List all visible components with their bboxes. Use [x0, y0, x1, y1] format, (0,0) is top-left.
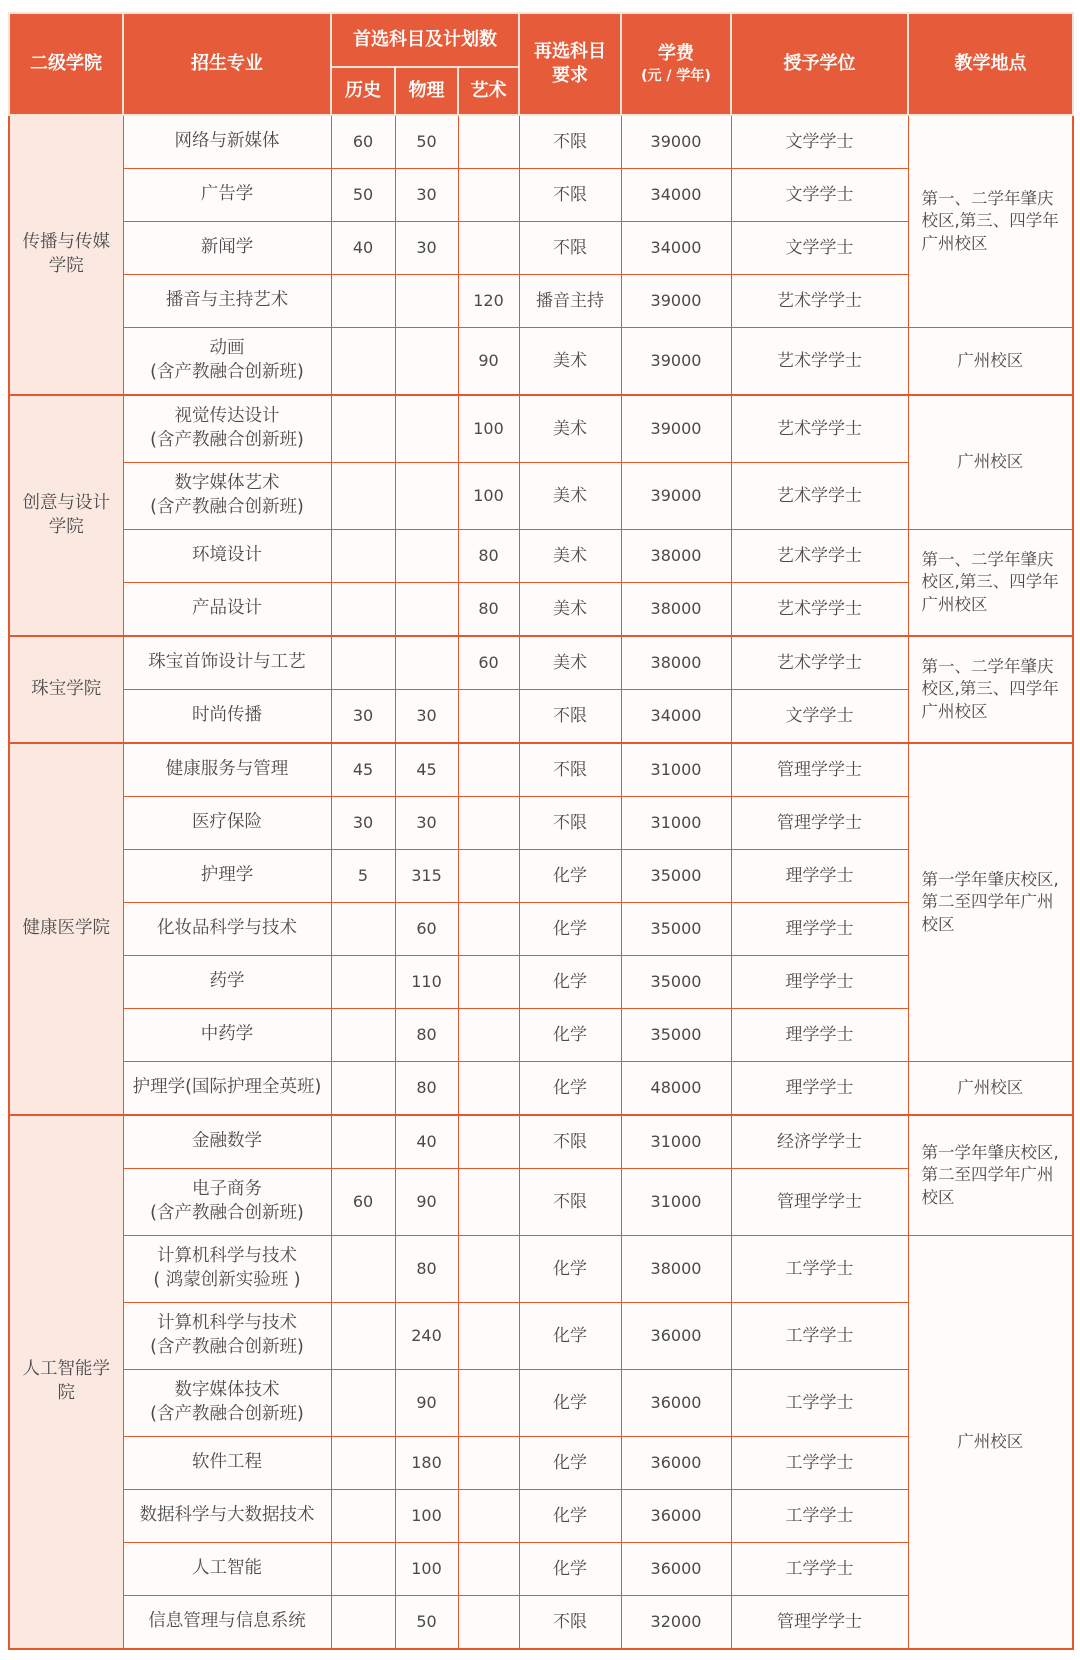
- history-cell: 5: [331, 850, 395, 903]
- history-cell: 30: [331, 797, 395, 850]
- reselect-cell: 化学: [519, 1062, 621, 1116]
- table-body: [9, 115, 1073, 1649]
- header-history: 历史: [331, 67, 395, 115]
- degree-cell: 经济学学士: [731, 1115, 908, 1169]
- degree-cell: 文学学士: [731, 169, 908, 222]
- major-cell: 数字媒体艺术 (含产教融合创新班): [123, 463, 331, 530]
- degree-cell: 艺术学学士: [731, 636, 908, 690]
- college-cell: 人工智能学院: [9, 1115, 123, 1649]
- tuition-cell: 34000: [621, 169, 731, 222]
- major-cell: 数字媒体技术 (含产教融合创新班): [123, 1370, 331, 1437]
- tuition-cell: 36000: [621, 1303, 731, 1370]
- art-cell: [458, 1370, 519, 1437]
- history-cell: 60: [331, 115, 395, 169]
- history-cell: 45: [331, 743, 395, 797]
- history-cell: [331, 1062, 395, 1116]
- physics-cell: 90: [395, 1169, 458, 1236]
- history-cell: [331, 1596, 395, 1650]
- header-tuition: [621, 13, 731, 115]
- reselect-cell: 化学: [519, 1303, 621, 1370]
- major-cell: 护理学(国际护理全英班): [123, 1062, 331, 1116]
- tuition-cell: 38000: [621, 530, 731, 583]
- tuition-cell: 48000: [621, 1062, 731, 1116]
- physics-cell: 30: [395, 222, 458, 275]
- tuition-cell: 34000: [621, 222, 731, 275]
- major-cell: 电子商务 (含产教融合创新班): [123, 1169, 331, 1236]
- art-cell: [458, 1596, 519, 1650]
- location-cell: 广州校区: [908, 328, 1073, 396]
- history-cell: [331, 1370, 395, 1437]
- degree-cell: 文学学士: [731, 222, 908, 275]
- degree-cell: 理学学士: [731, 1062, 908, 1116]
- major-cell: 中药学: [123, 1009, 331, 1062]
- tuition-cell: 35000: [621, 850, 731, 903]
- degree-cell: 工学学士: [731, 1490, 908, 1543]
- major-cell: 计算机科学与技术 (含产教融合创新班): [123, 1303, 331, 1370]
- art-cell: [458, 1236, 519, 1303]
- history-cell: 40: [331, 222, 395, 275]
- degree-cell: 理学学士: [731, 1009, 908, 1062]
- physics-cell: [395, 463, 458, 530]
- major-cell: 健康服务与管理: [123, 743, 331, 797]
- physics-cell: 80: [395, 1009, 458, 1062]
- art-cell: 80: [458, 530, 519, 583]
- header-art: 艺术: [458, 67, 519, 115]
- college-cell: 传播与传媒 学院: [9, 115, 123, 395]
- history-cell: [331, 1303, 395, 1370]
- degree-cell: 工学学士: [731, 1236, 908, 1303]
- reselect-cell: 化学: [519, 1370, 621, 1437]
- history-cell: 50: [331, 169, 395, 222]
- history-cell: [331, 1543, 395, 1596]
- art-cell: [458, 222, 519, 275]
- tuition-cell: 38000: [621, 1236, 731, 1303]
- physics-cell: 180: [395, 1437, 458, 1490]
- tuition-cell: 31000: [621, 743, 731, 797]
- reselect-cell: 不限: [519, 690, 621, 744]
- physics-cell: [395, 530, 458, 583]
- major-cell: 广告学: [123, 169, 331, 222]
- degree-cell: 工学学士: [731, 1370, 908, 1437]
- history-cell: [331, 1115, 395, 1169]
- reselect-cell: 化学: [519, 850, 621, 903]
- table-row: [9, 395, 1073, 463]
- major-cell: 护理学: [123, 850, 331, 903]
- art-cell: [458, 903, 519, 956]
- table-row: [9, 530, 1073, 583]
- history-cell: [331, 1490, 395, 1543]
- tuition-cell: 36000: [621, 1543, 731, 1596]
- reselect-cell: 化学: [519, 956, 621, 1009]
- reselect-cell: 化学: [519, 1236, 621, 1303]
- art-cell: [458, 743, 519, 797]
- major-cell: 医疗保险: [123, 797, 331, 850]
- art-cell: [458, 1543, 519, 1596]
- art-cell: [458, 1303, 519, 1370]
- art-cell: [458, 1009, 519, 1062]
- table-row: [9, 115, 1073, 169]
- tuition-cell: 36000: [621, 1437, 731, 1490]
- physics-cell: 90: [395, 1370, 458, 1437]
- physics-cell: [395, 636, 458, 690]
- table-header: [9, 13, 1073, 115]
- table-row: [9, 743, 1073, 797]
- tuition-cell: 32000: [621, 1596, 731, 1650]
- reselect-cell: 不限: [519, 115, 621, 169]
- history-cell: [331, 328, 395, 396]
- art-cell: [458, 850, 519, 903]
- reselect-cell: 不限: [519, 1169, 621, 1236]
- degree-cell: 管理学学士: [731, 1596, 908, 1650]
- tuition-cell: 36000: [621, 1370, 731, 1437]
- physics-cell: 240: [395, 1303, 458, 1370]
- tuition-cell: 39000: [621, 115, 731, 169]
- reselect-cell: 美术: [519, 636, 621, 690]
- location-cell: 广州校区: [908, 1062, 1073, 1116]
- tuition-cell: 39000: [621, 463, 731, 530]
- physics-cell: 30: [395, 797, 458, 850]
- table-row: [9, 636, 1073, 690]
- major-cell: 新闻学: [123, 222, 331, 275]
- degree-cell: 管理学学士: [731, 1169, 908, 1236]
- art-cell: [458, 956, 519, 1009]
- degree-cell: 工学学士: [731, 1303, 908, 1370]
- art-cell: 80: [458, 583, 519, 637]
- physics-cell: 30: [395, 169, 458, 222]
- major-cell: 播音与主持艺术: [123, 275, 331, 328]
- reselect-cell: 化学: [519, 903, 621, 956]
- art-cell: 60: [458, 636, 519, 690]
- art-cell: [458, 1490, 519, 1543]
- reselect-cell: 美术: [519, 530, 621, 583]
- physics-cell: 100: [395, 1543, 458, 1596]
- degree-cell: 理学学士: [731, 903, 908, 956]
- art-cell: 100: [458, 463, 519, 530]
- header-location: 教学地点: [908, 13, 1073, 115]
- major-cell: 动画 (含产教融合创新班): [123, 328, 331, 396]
- physics-cell: [395, 395, 458, 463]
- physics-cell: 315: [395, 850, 458, 903]
- art-cell: [458, 797, 519, 850]
- reselect-cell: 化学: [519, 1490, 621, 1543]
- tuition-cell: 39000: [621, 328, 731, 396]
- location-cell: 第一、二学年肇庆校区,第三、四学年广州校区: [908, 636, 1073, 743]
- physics-cell: [395, 583, 458, 637]
- table-row: [9, 1236, 1073, 1303]
- tuition-cell: 35000: [621, 903, 731, 956]
- major-cell: 药学: [123, 956, 331, 1009]
- reselect-cell: 不限: [519, 797, 621, 850]
- history-cell: [331, 1236, 395, 1303]
- degree-cell: 工学学士: [731, 1437, 908, 1490]
- major-cell: 珠宝首饰设计与工艺: [123, 636, 331, 690]
- major-cell: 网络与新媒体: [123, 115, 331, 169]
- physics-cell: 45: [395, 743, 458, 797]
- header-degree: 授予学位: [731, 13, 908, 115]
- major-cell: 产品设计: [123, 583, 331, 637]
- reselect-cell: 美术: [519, 328, 621, 396]
- physics-cell: 80: [395, 1236, 458, 1303]
- art-cell: [458, 169, 519, 222]
- degree-cell: 文学学士: [731, 115, 908, 169]
- physics-cell: 110: [395, 956, 458, 1009]
- art-cell: [458, 1062, 519, 1116]
- degree-cell: 理学学士: [731, 956, 908, 1009]
- degree-cell: 文学学士: [731, 690, 908, 744]
- tuition-cell: 39000: [621, 275, 731, 328]
- history-cell: [331, 1009, 395, 1062]
- physics-cell: 100: [395, 1490, 458, 1543]
- history-cell: [331, 463, 395, 530]
- location-cell: 第一、二学年肇庆校区,第三、四学年广州校区: [908, 530, 1073, 637]
- history-cell: [331, 956, 395, 1009]
- reselect-cell: 不限: [519, 743, 621, 797]
- art-cell: [458, 1115, 519, 1169]
- art-cell: [458, 115, 519, 169]
- tuition-cell: 31000: [621, 1115, 731, 1169]
- header-row-1: [9, 13, 1073, 67]
- history-cell: 60: [331, 1169, 395, 1236]
- tuition-cell: 38000: [621, 583, 731, 637]
- history-cell: [331, 636, 395, 690]
- degree-cell: 艺术学学士: [731, 328, 908, 396]
- tuition-cell: 31000: [621, 797, 731, 850]
- art-cell: 90: [458, 328, 519, 396]
- art-cell: [458, 1169, 519, 1236]
- major-cell: 化妆品科学与技术: [123, 903, 331, 956]
- reselect-cell: 美术: [519, 583, 621, 637]
- degree-cell: 理学学士: [731, 850, 908, 903]
- table-row: [9, 328, 1073, 396]
- reselect-cell: 美术: [519, 395, 621, 463]
- table-row: [9, 1115, 1073, 1169]
- history-cell: [331, 275, 395, 328]
- college-cell: 珠宝学院: [9, 636, 123, 743]
- location-cell: 第一学年肇庆校区,第二至四学年广州校区: [908, 1115, 1073, 1236]
- header-tuition-title: 学费: [658, 42, 694, 64]
- college-cell: 健康医学院: [9, 743, 123, 1115]
- degree-cell: 管理学学士: [731, 797, 908, 850]
- reselect-cell: 化学: [519, 1437, 621, 1490]
- major-cell: 软件工程: [123, 1437, 331, 1490]
- reselect-cell: 不限: [519, 1596, 621, 1650]
- reselect-cell: 化学: [519, 1543, 621, 1596]
- history-cell: [331, 583, 395, 637]
- history-cell: [331, 1437, 395, 1490]
- degree-cell: 艺术学学士: [731, 395, 908, 463]
- degree-cell: 管理学学士: [731, 743, 908, 797]
- major-cell: 计算机科学与技术 ( 鸿蒙创新实验班 ): [123, 1236, 331, 1303]
- reselect-cell: 播音主持: [519, 275, 621, 328]
- degree-cell: 艺术学学士: [731, 530, 908, 583]
- header-major: 招生专业: [123, 13, 331, 115]
- tuition-cell: 36000: [621, 1490, 731, 1543]
- tuition-cell: 39000: [621, 395, 731, 463]
- degree-cell: 艺术学学士: [731, 463, 908, 530]
- header-physics: 物理: [395, 67, 458, 115]
- header-tuition-unit: (元 / 学年): [641, 68, 711, 85]
- art-cell: 120: [458, 275, 519, 328]
- header-first-choice-group: 首选科目及计划数: [331, 13, 519, 67]
- table-row: [9, 1062, 1073, 1116]
- physics-cell: 60: [395, 903, 458, 956]
- history-cell: [331, 903, 395, 956]
- art-cell: 100: [458, 395, 519, 463]
- major-cell: 时尚传播: [123, 690, 331, 744]
- major-cell: 视觉传达设计 (含产教融合创新班): [123, 395, 331, 463]
- tuition-cell: 31000: [621, 1169, 731, 1236]
- physics-cell: 30: [395, 690, 458, 744]
- tuition-cell: 38000: [621, 636, 731, 690]
- location-cell: 广州校区: [908, 1236, 1073, 1650]
- physics-cell: [395, 328, 458, 396]
- art-cell: [458, 1437, 519, 1490]
- history-cell: [331, 395, 395, 463]
- physics-cell: 80: [395, 1062, 458, 1116]
- reselect-cell: 不限: [519, 1115, 621, 1169]
- reselect-cell: 不限: [519, 169, 621, 222]
- physics-cell: 50: [395, 1596, 458, 1650]
- physics-cell: 50: [395, 115, 458, 169]
- location-cell: 广州校区: [908, 395, 1073, 530]
- header-college: 二级学院: [9, 13, 123, 115]
- header-reselect-line1: 再选科目: [534, 40, 606, 62]
- admission-table: [8, 12, 1074, 1650]
- physics-cell: 40: [395, 1115, 458, 1169]
- major-cell: 人工智能: [123, 1543, 331, 1596]
- college-cell: 创意与设计 学院: [9, 395, 123, 636]
- physics-cell: [395, 275, 458, 328]
- reselect-cell: 美术: [519, 463, 621, 530]
- location-cell: 第一、二学年肇庆校区,第三、四学年广州校区: [908, 115, 1073, 328]
- location-cell: 第一学年肇庆校区,第二至四学年广州校区: [908, 743, 1073, 1062]
- major-cell: 数据科学与大数据技术: [123, 1490, 331, 1543]
- major-cell: 金融数学: [123, 1115, 331, 1169]
- tuition-cell: 35000: [621, 1009, 731, 1062]
- tuition-cell: 35000: [621, 956, 731, 1009]
- major-cell: 环境设计: [123, 530, 331, 583]
- art-cell: [458, 690, 519, 744]
- reselect-cell: 化学: [519, 1009, 621, 1062]
- degree-cell: 工学学士: [731, 1543, 908, 1596]
- tuition-cell: 34000: [621, 690, 731, 744]
- major-cell: 信息管理与信息系统: [123, 1596, 331, 1650]
- header-reselect-line2: 要求: [552, 65, 588, 86]
- degree-cell: 艺术学学士: [731, 583, 908, 637]
- reselect-cell: 不限: [519, 222, 621, 275]
- history-cell: [331, 530, 395, 583]
- degree-cell: 艺术学学士: [731, 275, 908, 328]
- header-reselect: [519, 13, 621, 115]
- history-cell: 30: [331, 690, 395, 744]
